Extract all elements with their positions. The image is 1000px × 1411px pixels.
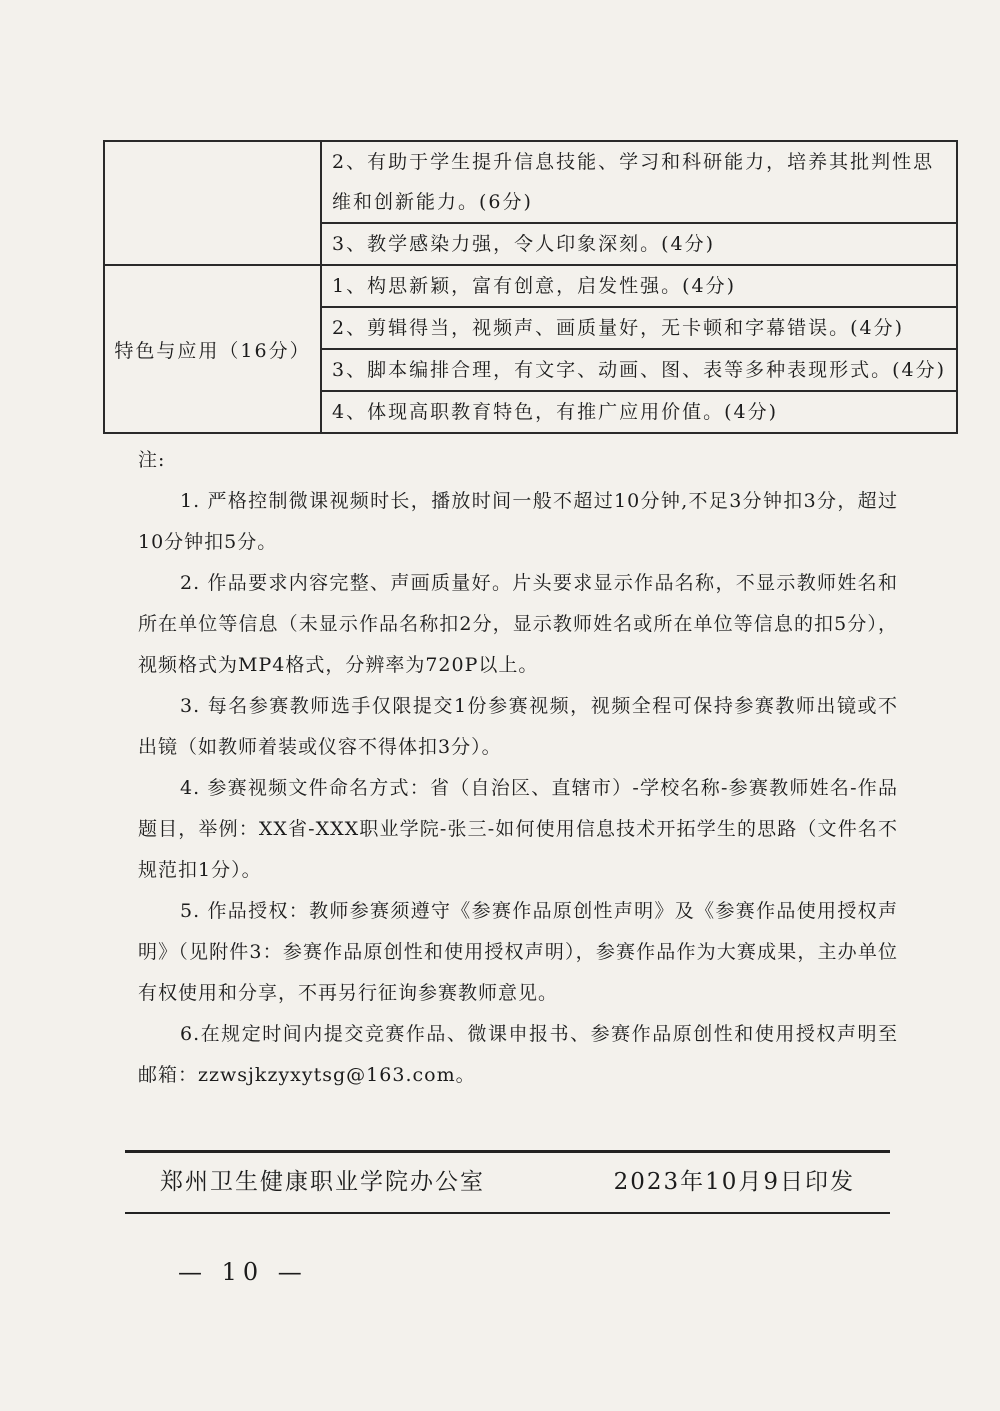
notes-section xyxy=(138,440,898,1096)
table-row xyxy=(104,265,957,307)
page-number: — 10 — xyxy=(178,1258,308,1286)
note-item: 3. 每名参赛教师选手仅限提交1份参赛视频，视频全程可保持参赛教师出镜或不出镜（如教师着装或仪容不得体扣3分）。 xyxy=(138,695,898,758)
table-row xyxy=(104,141,957,223)
category-cell: 特色与应用（16分） xyxy=(104,265,321,433)
criterion-cell: 4、体现高职教育特色，有推广应用价值。(4分) xyxy=(321,391,957,433)
footer-rule-bottom xyxy=(125,1212,890,1214)
footer-rule-top xyxy=(125,1150,890,1153)
scoring-criteria-table xyxy=(103,140,958,434)
category-cell xyxy=(104,141,321,265)
note-item: 1. 严格控制微课视频时长，播放时间一般不超过10分钟,不足3分钟扣3分，超过10分钟扣5分。 xyxy=(138,490,898,553)
notes-title: 注: xyxy=(138,449,166,471)
criterion-cell: 1、构思新颖，富有创意，启发性强。(4分) xyxy=(321,265,957,307)
issuing-office: 郑州卫生健康职业学院办公室 xyxy=(160,1169,485,1195)
note-item: 5. 作品授权：教师参赛须遵守《参赛作品原创性声明》及《参赛作品使用授权声明》（见附件3：参赛作品原创性和使用授权声明），参赛作品作为大赛成果，主办单位有权使用和分享，不再另行征询参赛教师意见。 xyxy=(138,900,898,1004)
criterion-cell: 2、剪辑得当，视频声、画质量好，无卡顿和字幕错误。(4分) xyxy=(321,307,957,349)
criterion-cell: 2、有助于学生提升信息技能、学习和科研能力，培养其批判性思维和创新能力。(6分) xyxy=(321,141,957,223)
criterion-cell: 3、教学感染力强，令人印象深刻。(4分) xyxy=(321,223,957,265)
note-item: 4. 参赛视频文件命名方式：省（自治区、直辖市）-学校名称-参赛教师姓名-作品题目，举例：XX省-XXX职业学院-张三-如何使用信息技术开拓学生的思路（文件名不规范扣1分）。 xyxy=(138,777,898,881)
note-item: 6.在规定时间内提交竞赛作品、微课申报书、参赛作品原创性和使用授权声明至邮箱：zzwsjkzyxytsg@163.com。 xyxy=(138,1023,898,1086)
issue-date: 2023年10月9日印发 xyxy=(613,1169,855,1195)
note-item: 2. 作品要求内容完整、声画质量好。片头要求显示作品名称，不显示教师姓名和所在单位等信息（未显示作品名称扣2分，显示教师姓名或所在单位等信息的扣5分），视频格式为MP4格式，分辨率为720P以上。 xyxy=(138,572,898,676)
criterion-cell: 3、脚本编排合理，有文字、动画、图、表等多种表现形式。(4分) xyxy=(321,349,957,391)
